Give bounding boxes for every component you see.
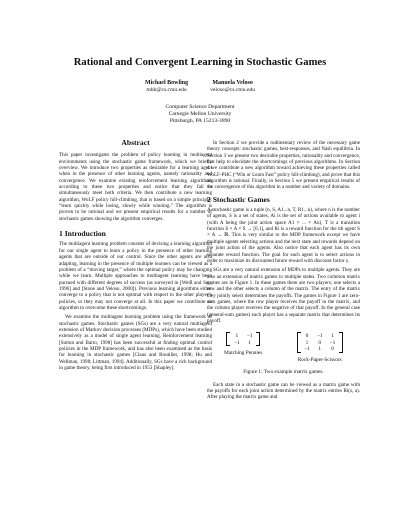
abstract-text: This paper investigates the problem of policy learning in multiagent environments using the stochastic game framework, which we briefly overview. We introduce two properties as desirable for a learning agent when in the presence of other learning agents, namely rationality and convergence. We examine existing reinforcement learning algorithms according to these two properties and notice that they fail to simultaneously meet both criteria. We then contribute a new learning algorithm, WoLF policy hill-climbing, that is based on a simple principle: “learn quickly while losing, slowly while winning.” The algorithm is proven to be rational and we present empirical results for a number of stochastic games showing the algorithm converges. — [59, 152, 212, 222]
matrix-cell: −1 — [329, 339, 336, 346]
matrix-cell: −1 — [316, 332, 323, 339]
sg-paragraph-2: SGs are a very natural extension of MDPs to multiple agents. They are also an extension of matrix games to multiple states. Two common matrix games are in Figure 1. In these games there are two players; one selects a row and the other selects a column of the matrix. The entry of the matrix they jointly select determines the payoffs. The games in Figure 1 are zero-sum games, where the row player receives the payoff in the matrix, and the column player receives the negative of that payoff. In the general case (general-sum games) each player has a separate matrix that determines its payoff. — [207, 267, 360, 324]
left-column — [59, 140, 212, 374]
matrix-cell: 1 — [331, 332, 334, 339]
intro-paragraph-1: The multiagent learning problem consists of devising a learning algorithm for our single agent to learn a policy in the presence of other learning agents that are outside of our control. Since the other agents are also adapting, learning in the presence of multiple learners can be viewed as a problem of a “moving target,” where the optimal policy may be changing while we learn. Multiple approaches to multiagent learning have been pursued with different degrees of success (as surveyed in [Weiß and Sen, 1996] and [Stone and Veloso, 2000]). Previous learning algorithms either converge to a policy that is not optimal with respect to the other player’s policies, or they may not converge at all. In this paper we contribute an algorithm to overcome these shortcomings. — [59, 241, 212, 311]
matrix-cell: 0 — [331, 346, 334, 353]
figure-caption: Figure 1: Two example matrix games. — [243, 369, 324, 376]
paper-title: Rational and Convergent Learning in Stochastic Games — [73, 57, 327, 68]
affiliation-dept: Computer Science Department — [165, 104, 235, 110]
matrix-label: Rock-Paper-Scissors — [297, 357, 342, 364]
section-heading-stochastic-games: 2 Stochastic Games — [207, 194, 270, 204]
matrix-row — [230, 339, 256, 346]
author-2 — [210, 80, 255, 94]
right-bracket — [256, 332, 260, 346]
matrix-cell: 1 — [305, 339, 309, 346]
overview-paragraph: In Section 2 we provide a rudimentary review of the necessary game theory concepts: stochastic games, best-responses, and Nash equilibria. In Section 3 we present two desirable properties, rationality and convergence, that help to elucidate the shortcomings of previous algorithms. In Section 4 we contribute a new algorithm toward achieving these properties called WoLF-PHC (“Win or Learn Fast” policy hill-climbing), and prove that this algorithm is rational. Finally, in Section 5 we present empirical results of the convergence of this algorithm in a number and variety of domains. — [207, 140, 360, 191]
matrix-cell: 1 — [248, 339, 251, 346]
affiliation-university: Carnegie Mellon University — [168, 110, 232, 117]
matrix-row — [301, 339, 339, 346]
matrix-cell: −1 — [233, 339, 240, 346]
figure-1 — [207, 332, 360, 363]
author-name: Michael Bowling — [144, 80, 189, 86]
matrix-row — [301, 332, 339, 339]
intro-paragraph-2: We examine the multiagent learning problem using the framework of stochastic games. Stochastic games (SGs) are a very natural multiagent extension of Markov decision processes (MDPs), which have been studied extensively as a model of single agent learning. Reinforcement learning [Sutton and Barto, 1998] has been successful at finding optimal control policies in the MDP framework, and has also been examined as the basis for learning in stochastic games [Claus and Boutilier, 1998; Hu and Wellman, 1998; Littman, 1994]. Additionally, SGs have a rich background in game theory, being first introduced in 1953 [Shapley]. — [59, 314, 212, 371]
author-email[interactable]: veloso@cs.cmu.edu — [210, 86, 256, 93]
matrix-cell: 1 — [318, 346, 322, 353]
section-heading-introduction: 1 Introduction — [59, 229, 106, 239]
matrix-cell: −1 — [304, 346, 310, 353]
sg-paragraph-1: A stochastic game is a tuple (n, S, A1...n, T, R1...n), where n is the number of agents, S is a set of states, Ai is the set of actions available to agent i (with A being the joint action space A1 × ... × An), T is a transition function S × A × S → [0,1], and Ri is a reward function for the ith agent S × A → ℝ. This is very similar to the MDP framework except we have multiple agents selecting actions and the next state and rewards depend on the joint action of the agents. Also notice that each agent has its own separate reward function. The goal for each agent is to select actions in order to maximize its discounted future reward with discount factor γ. — [207, 207, 360, 264]
affiliation — [0, 104, 400, 124]
matrix-row — [301, 346, 339, 353]
rps-block — [297, 332, 343, 363]
matrix-table — [230, 332, 256, 346]
matrix-cell: 0 — [318, 339, 322, 346]
affiliation-city: Pittsburgh, PA 15213-3890 — [169, 117, 231, 124]
matrix-cell: 1 — [235, 332, 239, 339]
matrix-row — [230, 332, 256, 339]
author-email[interactable]: mhb@cs.cmu.edu — [146, 86, 187, 93]
sg-paragraph-3: Each state in a stochastic game can be viewed as a matrix game with the payoffs for each joint action determined by the matrix entries Ri(s, a). After playing the matrix game and — [207, 381, 360, 401]
right-column — [207, 140, 360, 404]
matrix-cell: 0 — [305, 332, 309, 339]
author-list — [0, 80, 400, 94]
author-name: Manuela Veloso — [212, 80, 253, 86]
author-1 — [145, 80, 188, 94]
matrix-cell: −1 — [246, 332, 253, 339]
rps-matrix — [297, 332, 343, 353]
matching-pennies-matrix — [226, 332, 260, 346]
matrix-label: Matching Pennies — [224, 350, 263, 357]
abstract-heading: Abstract — [121, 138, 150, 147]
matrix-table — [301, 332, 339, 353]
right-bracket — [339, 332, 343, 353]
matching-pennies-block — [224, 332, 262, 363]
